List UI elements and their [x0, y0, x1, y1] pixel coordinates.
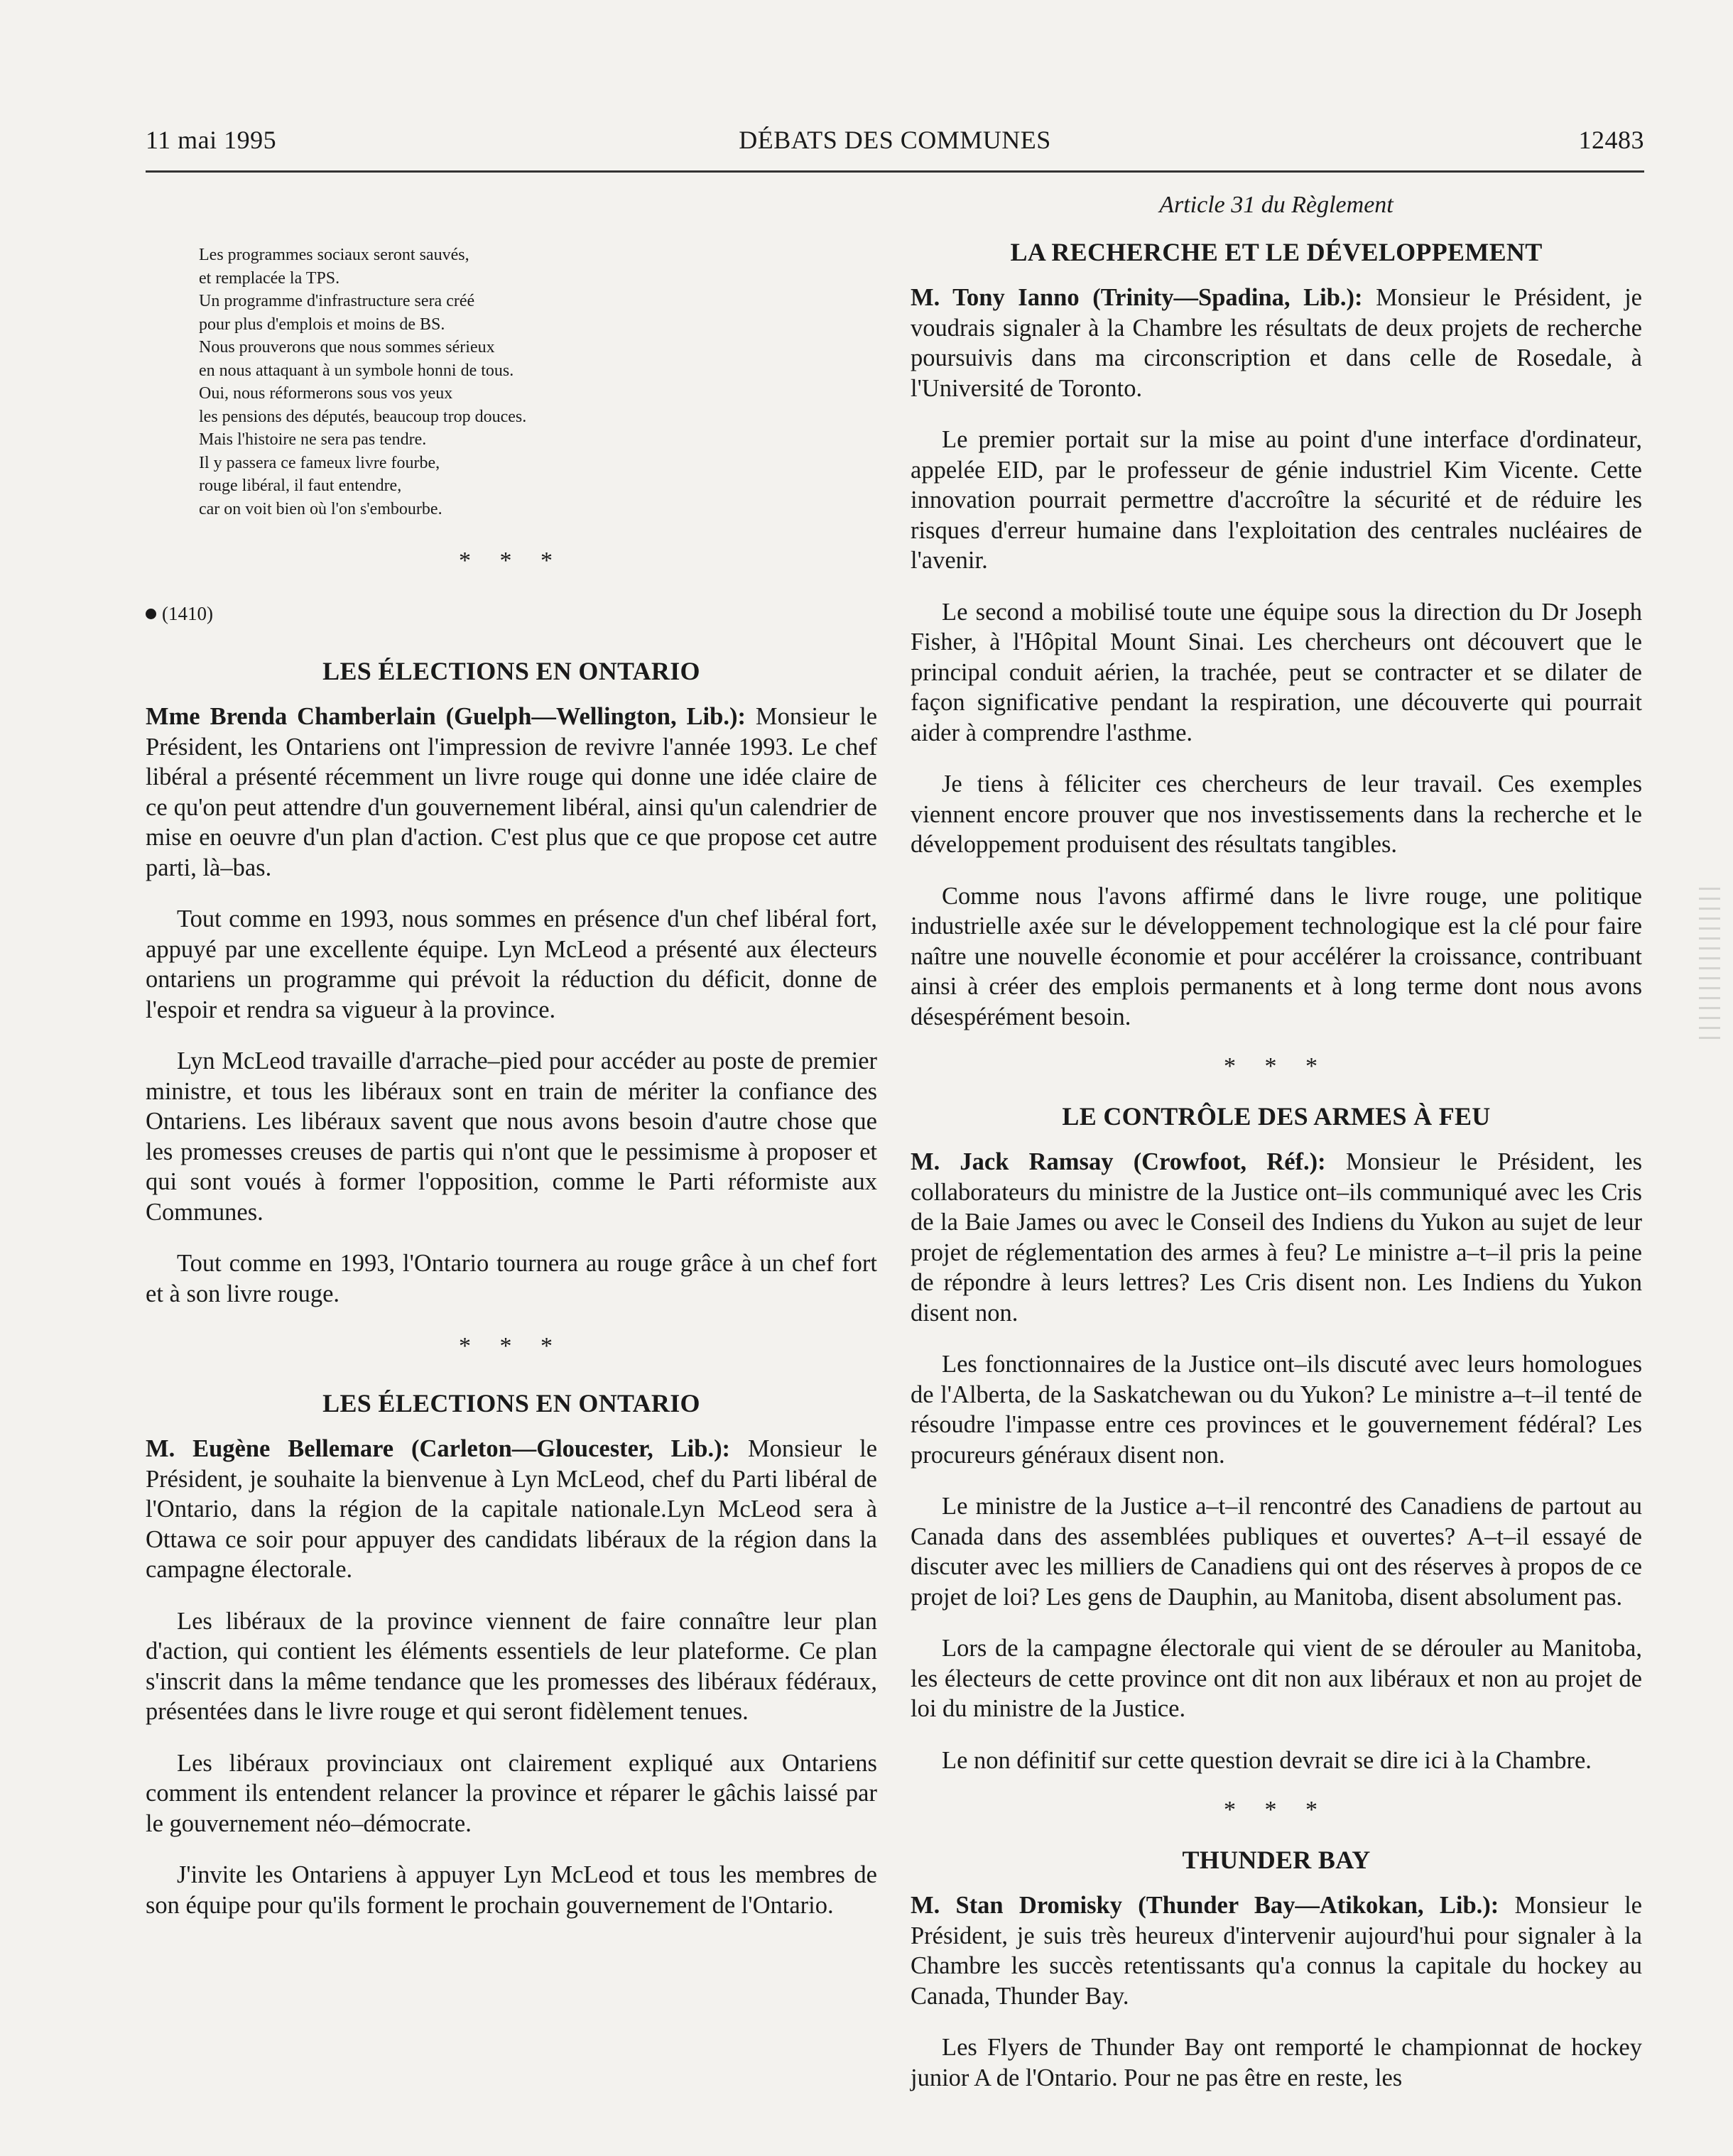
time-marker-text: (1410) — [162, 603, 213, 624]
speaker-name: M. Eugène Bellemare (Carleton—Gloucester, Lib.): — [146, 1435, 731, 1462]
right-column — [911, 192, 1642, 2114]
speech-text: Monsieur le Président, les Ontariens ont l'impression de revivre l'année 1993. Le chef libéral a présenté récemment un livre rouge qui donne une idée claire de ce qu'on peut attendre d'un gouvernement libéral, ainsi qu'un calendrier de mise en oeuvre d'un plan d'action. C'est plus que ce que propose cet autre parti, là–bas. — [146, 703, 878, 881]
section-heading: THUNDER BAY — [1182, 1846, 1371, 1874]
speech-paragraph: Le ministre de la Justice a–t–il rencontré des Canadiens de partout au Canada dans des assemblées publiques et ouvertes? A–t–il essayé de discuter avec les milliers de Canadiens qui ont des réserves à propos de ce projet de loi? Les gens de Dauphin, au Manitoba, disent absolument pas. — [911, 1493, 1642, 1611]
poem-line: Un programme d'infrastructure sera créé — [199, 292, 475, 310]
speaker-name: Mme Brenda Chamberlain (Guelph—Wellington, Lib.): — [146, 703, 746, 730]
speech-paragraph: Lyn McLeod travaille d'arrache–pied pour accéder au poste de premier ministre, et tous les libéraux sont en train de mériter la confiance des Ontariens. Les libéraux savent que nous avons besoin d'autre chose que les promesses creuses de partis qui n'ont que le pessimisme à proposer et qui sont voués à former l'opposition, comme le Parti réformiste aux Communes. — [146, 1047, 877, 1226]
poem-line: Il y passera ce fameux livre fourbe, — [199, 453, 440, 472]
speech-paragraph: Lors de la campagne électorale qui vient de se dérouler au Manitoba, les électeurs de cette province ont dit non aux libéraux et non au projet de loi du ministre de la Justice. — [911, 1635, 1642, 1722]
speech-paragraph — [911, 283, 1642, 403]
section-separator: * * * — [459, 548, 564, 574]
header-date: 11 mai 1995 — [146, 126, 277, 154]
speech-paragraph: J'invite les Ontariens à appuyer Lyn McLeod et tous les membres de son équipe pour qu'ils forment le prochain gouvernement de l'Ontario. — [146, 1861, 877, 1919]
section-heading: LE CONTRÔLE DES ARMES À FEU — [1062, 1102, 1491, 1131]
section-separator: * * * — [1224, 1053, 1329, 1079]
header-page-number: 12483 — [1578, 126, 1644, 154]
speech-text: Monsieur le Président, les collaborateurs du ministre de la Justice ont–ils communiqué avec les Cris de la Baie James ou avec le Conseil des Indiens du Yukon au sujet de leur projet de réglementation des armes à feu? Le ministre a–t–il pris la peine de répondre à leurs lettres? Les Cris disent non. Les Indiens du Yukon disent non. — [911, 1148, 1643, 1327]
section-separator: * * * — [1224, 1797, 1329, 1823]
section-heading: LES ÉLECTIONS EN ONTARIO — [322, 657, 700, 685]
page-header — [146, 121, 1644, 173]
poem-line: Les programmes sociaux seront sauvés, — [199, 246, 469, 264]
speech-text: Monsieur le Président, je souhaite la bienvenue à Lyn McLeod, chef du Parti libéral de l'Ontario, dans la région de la capitale nationale.Lyn McLeod sera à Ottawa ce soir pour appuyer des candidats libéraux de la région dans la campagne électorale. — [146, 1435, 878, 1583]
speech-paragraph — [146, 1434, 877, 1585]
speech-text: Monsieur le Président, je voudrais signaler à la Chambre les résultats de deux projets de recherche poursuivis dans ma circonscription et dans celle de Rosedale, à l'Université de Toronto. — [911, 284, 1642, 402]
section-heading: LA RECHERCHE ET LE DÉVELOPPEMENT — [1010, 238, 1543, 266]
poem-line: pour plus d'emplois et moins de BS. — [199, 315, 445, 334]
speech-paragraph: Tout comme en 1993, nous sommes en présence d'un chef libéral fort, appuyé par une excellente équipe. Lyn McLeod a présenté aux électeurs ontariens un programme qui prévoit la réduction du déficit, donne de l'espoir et rendra sa vigueur à la province. — [146, 905, 877, 1023]
speech-paragraph — [911, 1147, 1642, 1328]
speech-paragraph: Les libéraux provinciaux ont clairement expliqué aux Ontariens comment ils entendent relancer la province et réparer le gâchis laissé par le gouvernement néo–démocrate. — [146, 1749, 877, 1837]
speech-paragraph: Le non définitif sur cette question devrait se dire ici à la Chambre. — [942, 1746, 1592, 1774]
speaker-name: M. Tony Ianno (Trinity—Spadina, Lib.): — [911, 284, 1363, 311]
speech-paragraph: Je tiens à féliciter ces chercheurs de leur travail. Ces exemples viennent encore prouver que nos investissements dans la recherche et le développement produisent des résultats tangibles. — [911, 771, 1642, 858]
poem-line: Oui, nous réformerons sous vos yeux — [199, 384, 453, 403]
poem-line: Nous prouverons que nous sommes sérieux — [199, 338, 495, 356]
speech-paragraph: Le premier portait sur la mise au point d'une interface d'ordinateur, appelée EID, par le professeur de génie industriel Kim Vicente. Cette innovation pourrait permettre d'accroître la sécurité et de réduire les risques d'erreur humaine dans l'exploitation des centrales nucléaires de l'avenir. — [911, 426, 1642, 574]
header-title: DÉBATS DES COMMUNES — [739, 126, 1051, 154]
speech-paragraph: Le second a mobilisé toute une équipe sous la direction du Dr Joseph Fisher, à l'Hôpital Mount Sinai. Les chercheurs ont découvert que le principal conduit aérien, la trachée, peut se contracter et se dilater de façon significative pendant la respiration, une découverte qui pourrait aider à comprendre l'asthme. — [911, 598, 1642, 746]
poem-line: en nous attaquant à un symbole honni de tous. — [199, 361, 514, 380]
rubric: Article 31 du Règlement — [1159, 192, 1394, 218]
speech-paragraph — [146, 702, 877, 883]
poem — [199, 244, 877, 521]
poem-line: rouge libéral, il faut entendre, — [199, 477, 402, 495]
poem-line: car on voit bien où l'on s'embourbe. — [199, 499, 442, 518]
poem-line: et remplacée la TPS. — [199, 268, 340, 288]
speech-text: Monsieur le Président, je suis très heureux d'intervenir aujourd'hui pour signaler à la Chambre les succès retentissants qu'a connus la capitale du hockey au Canada, Thunder Bay. — [911, 1892, 1642, 2010]
speech-paragraph: Les fonctionnaires de la Justice ont–ils discuté avec leurs homologues de l'Alberta, de la Saskatchewan ou du Yukon? Le ministre a–t–il tenté de résoudre l'impasse entre ces provinces et le gouvernement fédéral? Les procureurs généraux disent non. — [911, 1351, 1642, 1469]
speech-paragraph — [911, 1890, 1642, 2011]
speech-paragraph: Comme nous l'avons affirmé dans le livre rouge, une politique industrielle axée sur le développement technologique est la clé pour faire naître une nouvelle économie et pour accélérer la croissance, contribuant ainsi à créer des emplois permanents et à long terme dont nous avons désespérément besoin. — [911, 882, 1642, 1030]
speech-paragraph: Les Flyers de Thunder Bay ont remporté le championnat de hockey junior A de l'Ontario. Pour ne pas être en reste, les — [911, 2034, 1642, 2091]
poem-line: Mais l'histoire ne sera pas tendre. — [199, 430, 427, 449]
time-marker — [146, 603, 877, 625]
scan-edge-marks — [1699, 888, 1720, 1044]
poem-line: les pensions des députés, beaucoup trop douces. — [199, 407, 527, 426]
section-separator: * * * — [459, 1333, 564, 1359]
speech-paragraph: Tout comme en 1993, l'Ontario tournera au rouge grâce à un chef fort et à son livre rouge. — [146, 1250, 877, 1307]
speaker-name: M. Stan Dromisky (Thunder Bay—Atikokan, Lib.): — [911, 1892, 1499, 1919]
speech-paragraph: Les libéraux de la province viennent de faire connaître leur plan d'action, qui contient les éléments essentiels de leur plateforme. Ce plan s'inscrit dans la même tendance que les promesses des libéraux fédéraux, présentées dans le livre rouge et qui seront fidèlement tenues. — [146, 1607, 877, 1725]
left-column — [146, 192, 877, 1942]
section-heading: LES ÉLECTIONS EN ONTARIO — [322, 1389, 700, 1417]
bullet-icon — [146, 609, 156, 619]
speaker-name: M. Jack Ramsay (Crowfoot, Réf.): — [911, 1148, 1326, 1175]
